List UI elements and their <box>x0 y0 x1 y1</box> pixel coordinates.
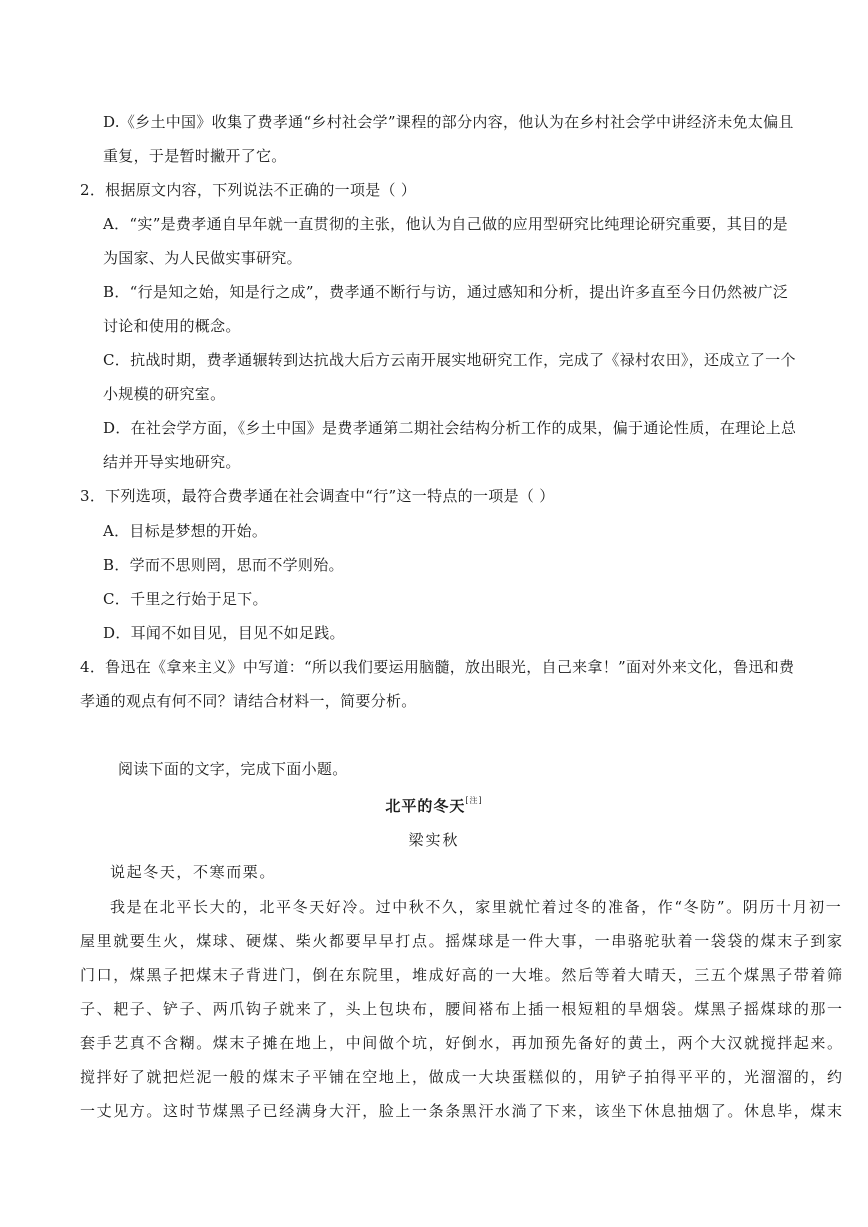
q3-stem: 3．下列选项，最符合费孝通在社会调查中“行”这一特点的一项是（ ） <box>80 487 555 505</box>
q2-option-a-line1: A．“实”是费孝通自早年就一直贯彻的主张，他认为自己做的应用型研究比纯理论研究重要，其目的是 <box>103 215 788 233</box>
passage-line-5: 子、耙子、铲子、两爪钩子就来了，头上包块布，腰间褡布上插一根短粗的旱烟袋。煤黑子摇煤球的那一 <box>80 1000 844 1018</box>
q3-option-b: B．学而不思则罔，思而不学则殆。 <box>103 556 344 574</box>
passage-author: 梁实秋 <box>408 831 460 849</box>
q2-option-b-line1: B．“行是知之始，知是行之成”，费孝通不断行与访，通过感知和分析，提出许多直至今日仍然被广泛 <box>103 283 789 301</box>
passage-line-2: 我是在北平长大的，北平冬天好冷。过中秋不久，家里就忙着过冬的准备，作“冬防”。阴历十月初一 <box>110 898 843 916</box>
q2-option-b-line2: 讨论和使用的概念。 <box>103 317 241 335</box>
passage-line-8: 一丈见方。这时节煤黑子已经满身大汗，脸上一条条黑汗水淌了下来，该坐下休息抽烟了。休息毕，煤末 <box>80 1102 844 1120</box>
passage-paragraph-1: 说起冬天，不寒而栗。 <box>110 863 277 881</box>
passage-line-3: 屋里就要生火，煤球、硬煤、柴火都要早早打点。摇煤球是一件大事，一串骆驼驮着一袋袋的煤末子到家 <box>80 932 844 950</box>
q2-option-d-line1: D．在社会学方面，《乡土中国》是费孝通第二期社会结构分析工作的成果，偏于通论性质，在理论上总 <box>103 419 797 437</box>
passage-title <box>0 795 868 816</box>
reading-instruction: 阅读下面的文字，完成下面小题。 <box>118 760 348 778</box>
q4-stem-line1: 4．鲁迅在《拿来主义》中写道：“所以我们要运用脑髓，放出眼光，自己来拿！”面对外来文化，鲁迅和费 <box>80 658 795 676</box>
q3-option-a: A．目标是梦想的开始。 <box>103 522 268 540</box>
q2-option-d-line2: 结并开导实地研究。 <box>103 453 241 471</box>
passage-title-text: 北平的冬天 <box>385 797 466 815</box>
q2-option-a-line2: 为国家、为人民做实事研究。 <box>103 249 302 267</box>
q3-option-d: D．耳闻不如目见，目见不如足践。 <box>103 624 345 642</box>
passage-line-4: 门口，煤黑子把煤末子背进门，倒在东院里，堆成好高的一大堆。然后等着大晴天，三五个煤黑子带着筛 <box>80 966 844 984</box>
q1-option-d-line2: 重复，于是暂时撇开了它。 <box>103 147 287 165</box>
passage-title-note: [注] <box>465 796 483 805</box>
q4-stem-line2: 孝通的观点有何不同？请结合材料一，简要分析。 <box>80 692 417 710</box>
passage-line-6: 套手艺真不含糊。煤末子摊在地上，中间做个坑，好倒水，再加预先备好的黄土，两个大汉就搅拌起来。 <box>80 1034 844 1052</box>
q1-option-d-line1: D.《乡土中国》收集了费孝通“乡村社会学”课程的部分内容，他认为在乡村社会学中讲经济未免太偏且 <box>103 113 794 131</box>
q2-stem: 2．根据原文内容，下列说法不正确的一项是（ ） <box>80 181 417 199</box>
q2-option-c-line1: C．抗战时期，费孝通辗转到达抗战大后方云南开展实地研究工作，完成了《禄村农田》，还成立了一个 <box>103 351 796 369</box>
q2-option-c-line2: 小规模的研究室。 <box>103 385 226 403</box>
passage-line-7: 搅拌好了就把烂泥一般的煤末子平铺在空地上，做成一大块蛋糕似的，用铲子拍得平平的，光溜溜的，约 <box>80 1068 844 1086</box>
q3-option-c: C．千里之行始于足下。 <box>103 590 268 608</box>
